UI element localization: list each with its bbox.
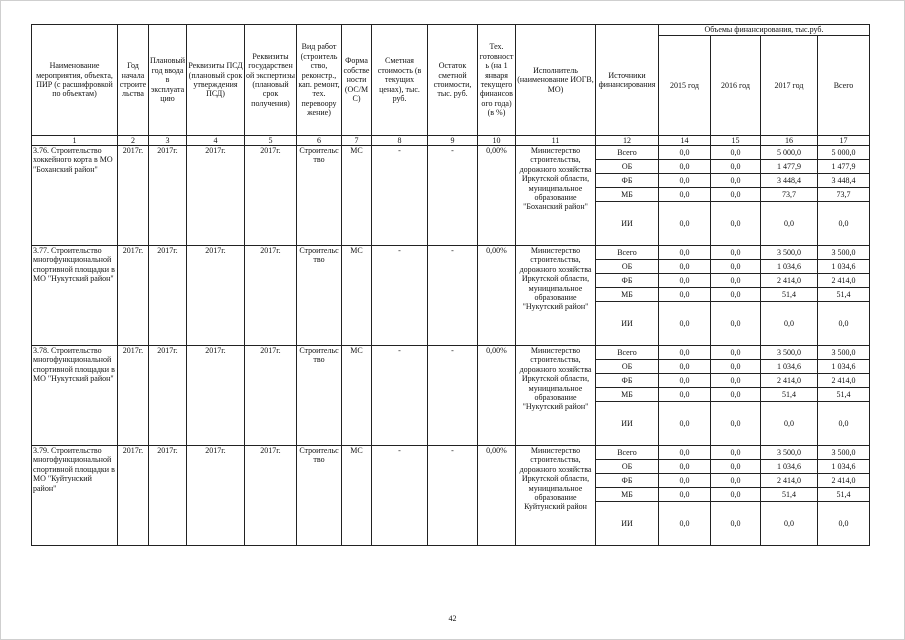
expertise-details: 2017г. (245, 246, 297, 346)
source: ФБ (596, 374, 659, 388)
column-number: 1 (32, 136, 118, 146)
executor: Министерство строительства, дорожного хозяйства Иркутской области, муниципальное образование "Нукутский район" (516, 246, 596, 346)
financing-table (31, 24, 870, 546)
readiness: 0,00% (478, 246, 516, 346)
value-2015: 0,0 (659, 160, 711, 174)
header-estimated-cost: Сметная стоимость (в текущих ценах), тыс. руб. (372, 25, 428, 136)
column-number: 14 (659, 136, 711, 146)
value-2015: 0,0 (659, 188, 711, 202)
value-2016: 0,0 (711, 346, 761, 360)
source: ОБ (596, 260, 659, 274)
planned-year: 2017г. (149, 346, 187, 446)
value-total: 2 414,0 (818, 274, 870, 288)
value-2016: 0,0 (711, 160, 761, 174)
ownership: МС (342, 446, 372, 546)
value-2016: 0,0 (711, 502, 761, 546)
value-2015: 0,0 (659, 174, 711, 188)
project-name: 3.77. Строительство многофункциональной спортивной площадки в МО "Нукутский район" (32, 246, 118, 346)
column-number: 3 (149, 136, 187, 146)
executor: Министерство строительства, дорожного хозяйства Иркутской области, муниципальное образование "Нукутский район" (516, 346, 596, 446)
column-number: 12 (596, 136, 659, 146)
source: ОБ (596, 360, 659, 374)
ownership: МС (342, 146, 372, 246)
work-type: Строительс тво (297, 246, 342, 346)
expertise-details: 2017г. (245, 446, 297, 546)
value-2016: 0,0 (711, 446, 761, 460)
start-year: 2017г. (118, 246, 149, 346)
column-number: 15 (711, 136, 761, 146)
psd-details: 2017г. (187, 346, 245, 446)
value-2016: 0,0 (711, 474, 761, 488)
header-start-year: Год начала строите льства (118, 25, 149, 136)
value-total: 73,7 (818, 188, 870, 202)
start-year: 2017г. (118, 346, 149, 446)
column-number: 6 (297, 136, 342, 146)
source: МБ (596, 388, 659, 402)
executor: Министерство строительства, дорожного хозяйства Иркутской области, муниципальное образование Куйтунский район (516, 446, 596, 546)
ownership: МС (342, 246, 372, 346)
estimated-cost: - (372, 246, 428, 346)
value-2016: 0,0 (711, 174, 761, 188)
value-total: 2 414,0 (818, 374, 870, 388)
readiness: 0,00% (478, 446, 516, 546)
value-2015: 0,0 (659, 246, 711, 260)
header-ownership: Форма собстве ности (ОС/М С) (342, 25, 372, 136)
value-2017: 3 500,0 (761, 446, 818, 460)
value-2016: 0,0 (711, 202, 761, 246)
value-2017: 1 477,9 (761, 160, 818, 174)
table-row (32, 146, 870, 160)
readiness: 0,00% (478, 146, 516, 246)
value-total: 3 448,4 (818, 174, 870, 188)
work-type: Строительс тво (297, 146, 342, 246)
value-2015: 0,0 (659, 302, 711, 346)
column-number-row (32, 136, 870, 146)
value-2015: 0,0 (659, 260, 711, 274)
value-total: 0,0 (818, 502, 870, 546)
value-2015: 0,0 (659, 502, 711, 546)
column-number: 9 (428, 136, 478, 146)
project-name: 3.78. Строительство многофункциональной спортивной площадки в МО "Нукутский район" (32, 346, 118, 446)
value-2016: 0,0 (711, 302, 761, 346)
value-2017: 5 000,0 (761, 146, 818, 160)
header-2017: 2017 год (761, 36, 818, 136)
source: ФБ (596, 474, 659, 488)
source: МБ (596, 188, 659, 202)
source: ИИ (596, 402, 659, 446)
value-2015: 0,0 (659, 274, 711, 288)
value-2015: 0,0 (659, 474, 711, 488)
source: ИИ (596, 202, 659, 246)
column-number: 8 (372, 136, 428, 146)
column-number: 10 (478, 136, 516, 146)
expertise-details: 2017г. (245, 146, 297, 246)
remaining-cost: - (428, 346, 478, 446)
value-2016: 0,0 (711, 460, 761, 474)
value-2015: 0,0 (659, 288, 711, 302)
planned-year: 2017г. (149, 446, 187, 546)
value-2017: 3 448,4 (761, 174, 818, 188)
column-number: 5 (245, 136, 297, 146)
executor: Министерство строительства, дорожного хозяйства Иркутской области, муниципальное образование "Боханский район" (516, 146, 596, 246)
source: МБ (596, 288, 659, 302)
start-year: 2017г. (118, 146, 149, 246)
value-total: 5 000,0 (818, 146, 870, 160)
header-total: Всего (818, 36, 870, 136)
column-number: 7 (342, 136, 372, 146)
value-total: 1 477,9 (818, 160, 870, 174)
value-2016: 0,0 (711, 360, 761, 374)
psd-details: 2017г. (187, 446, 245, 546)
source: ФБ (596, 274, 659, 288)
value-2015: 0,0 (659, 374, 711, 388)
value-total: 3 500,0 (818, 246, 870, 260)
value-total: 0,0 (818, 202, 870, 246)
source: Всего (596, 446, 659, 460)
work-type: Строительс тво (297, 446, 342, 546)
source: ОБ (596, 460, 659, 474)
header-2016: 2016 год (711, 36, 761, 136)
value-total: 3 500,0 (818, 446, 870, 460)
value-2016: 0,0 (711, 488, 761, 502)
value-2016: 0,0 (711, 402, 761, 446)
source: Всего (596, 346, 659, 360)
value-2015: 0,0 (659, 488, 711, 502)
project-name: 3.76. Строительство хоккейного корта в МО "Боханский район" (32, 146, 118, 246)
page-number: 42 (448, 614, 457, 623)
value-2017: 0,0 (761, 302, 818, 346)
planned-year: 2017г. (149, 146, 187, 246)
value-total: 0,0 (818, 302, 870, 346)
estimated-cost: - (372, 346, 428, 446)
header-expertise-details: Реквизиты государствен ой экспертизы (плановый срок получения) (245, 25, 297, 136)
value-total: 3 500,0 (818, 346, 870, 360)
value-2017: 51,4 (761, 488, 818, 502)
source: Всего (596, 246, 659, 260)
value-2017: 2 414,0 (761, 274, 818, 288)
source: ФБ (596, 174, 659, 188)
column-number: 17 (818, 136, 870, 146)
header-work-type: Вид работ (строитель ство, реконстр., кап. ремонт, тех. перевоору жение) (297, 25, 342, 136)
work-type: Строительс тво (297, 346, 342, 446)
readiness: 0,00% (478, 346, 516, 446)
header-readiness: Тех. готовност ь (на 1 января текущего финансов ого года) (в %) (478, 25, 516, 136)
value-2015: 0,0 (659, 446, 711, 460)
table-row (32, 346, 870, 360)
value-2016: 0,0 (711, 188, 761, 202)
value-total: 1 034,6 (818, 460, 870, 474)
value-2016: 0,0 (711, 246, 761, 260)
value-2017: 1 034,6 (761, 260, 818, 274)
header-name: Наименование мероприятия, объекта, ПИР (с расшифровкой по объектам) (32, 25, 118, 136)
planned-year: 2017г. (149, 246, 187, 346)
column-number: 16 (761, 136, 818, 146)
column-number: 4 (187, 136, 245, 146)
value-2015: 0,0 (659, 146, 711, 160)
value-2017: 51,4 (761, 388, 818, 402)
value-2015: 0,0 (659, 388, 711, 402)
source: ОБ (596, 160, 659, 174)
value-2017: 73,7 (761, 188, 818, 202)
value-2017: 0,0 (761, 202, 818, 246)
remaining-cost: - (428, 446, 478, 546)
expertise-details: 2017г. (245, 346, 297, 446)
value-total: 0,0 (818, 402, 870, 446)
value-2017: 3 500,0 (761, 246, 818, 260)
source: МБ (596, 488, 659, 502)
header-psd-details: Реквизиты ПСД (плановый срок утверждения ПСД) (187, 25, 245, 136)
value-total: 51,4 (818, 388, 870, 402)
value-2017: 51,4 (761, 288, 818, 302)
ownership: МС (342, 346, 372, 446)
value-total: 51,4 (818, 288, 870, 302)
header-2015: 2015 год (659, 36, 711, 136)
value-2017: 2 414,0 (761, 474, 818, 488)
source: ИИ (596, 502, 659, 546)
value-2017: 1 034,6 (761, 360, 818, 374)
value-total: 1 034,6 (818, 260, 870, 274)
value-total: 1 034,6 (818, 360, 870, 374)
value-2016: 0,0 (711, 288, 761, 302)
estimated-cost: - (372, 446, 428, 546)
value-2017: 0,0 (761, 402, 818, 446)
psd-details: 2017г. (187, 146, 245, 246)
value-total: 51,4 (818, 488, 870, 502)
psd-details: 2017г. (187, 246, 245, 346)
start-year: 2017г. (118, 446, 149, 546)
header-remaining-cost: Остаток сметной стоимости, тыс. руб. (428, 25, 478, 136)
value-2015: 0,0 (659, 360, 711, 374)
value-total: 2 414,0 (818, 474, 870, 488)
value-2017: 1 034,6 (761, 460, 818, 474)
value-2016: 0,0 (711, 260, 761, 274)
project-name: 3.79. Строительство многофункциональной спортивной площадки в МО "Куйтунский район" (32, 446, 118, 546)
header-sources: Источники финансирования (596, 25, 659, 136)
value-2017: 3 500,0 (761, 346, 818, 360)
value-2016: 0,0 (711, 146, 761, 160)
value-2017: 0,0 (761, 502, 818, 546)
value-2015: 0,0 (659, 202, 711, 246)
table-row (32, 246, 870, 260)
remaining-cost: - (428, 146, 478, 246)
column-number: 11 (516, 136, 596, 146)
value-2015: 0,0 (659, 402, 711, 446)
value-2016: 0,0 (711, 388, 761, 402)
estimated-cost: - (372, 146, 428, 246)
column-number: 2 (118, 136, 149, 146)
header-planned-year: Плановый год ввода в эксплуата цию (149, 25, 187, 136)
value-2017: 2 414,0 (761, 374, 818, 388)
table-row (32, 446, 870, 460)
value-2016: 0,0 (711, 374, 761, 388)
remaining-cost: - (428, 246, 478, 346)
header-volumes: Объемы финансирования, тыс.руб. (659, 25, 870, 36)
source: Всего (596, 146, 659, 160)
value-2015: 0,0 (659, 460, 711, 474)
header-executor: Исполнитель (наименование ИОГВ, МО) (516, 25, 596, 136)
source: ИИ (596, 302, 659, 346)
value-2015: 0,0 (659, 346, 711, 360)
value-2016: 0,0 (711, 274, 761, 288)
